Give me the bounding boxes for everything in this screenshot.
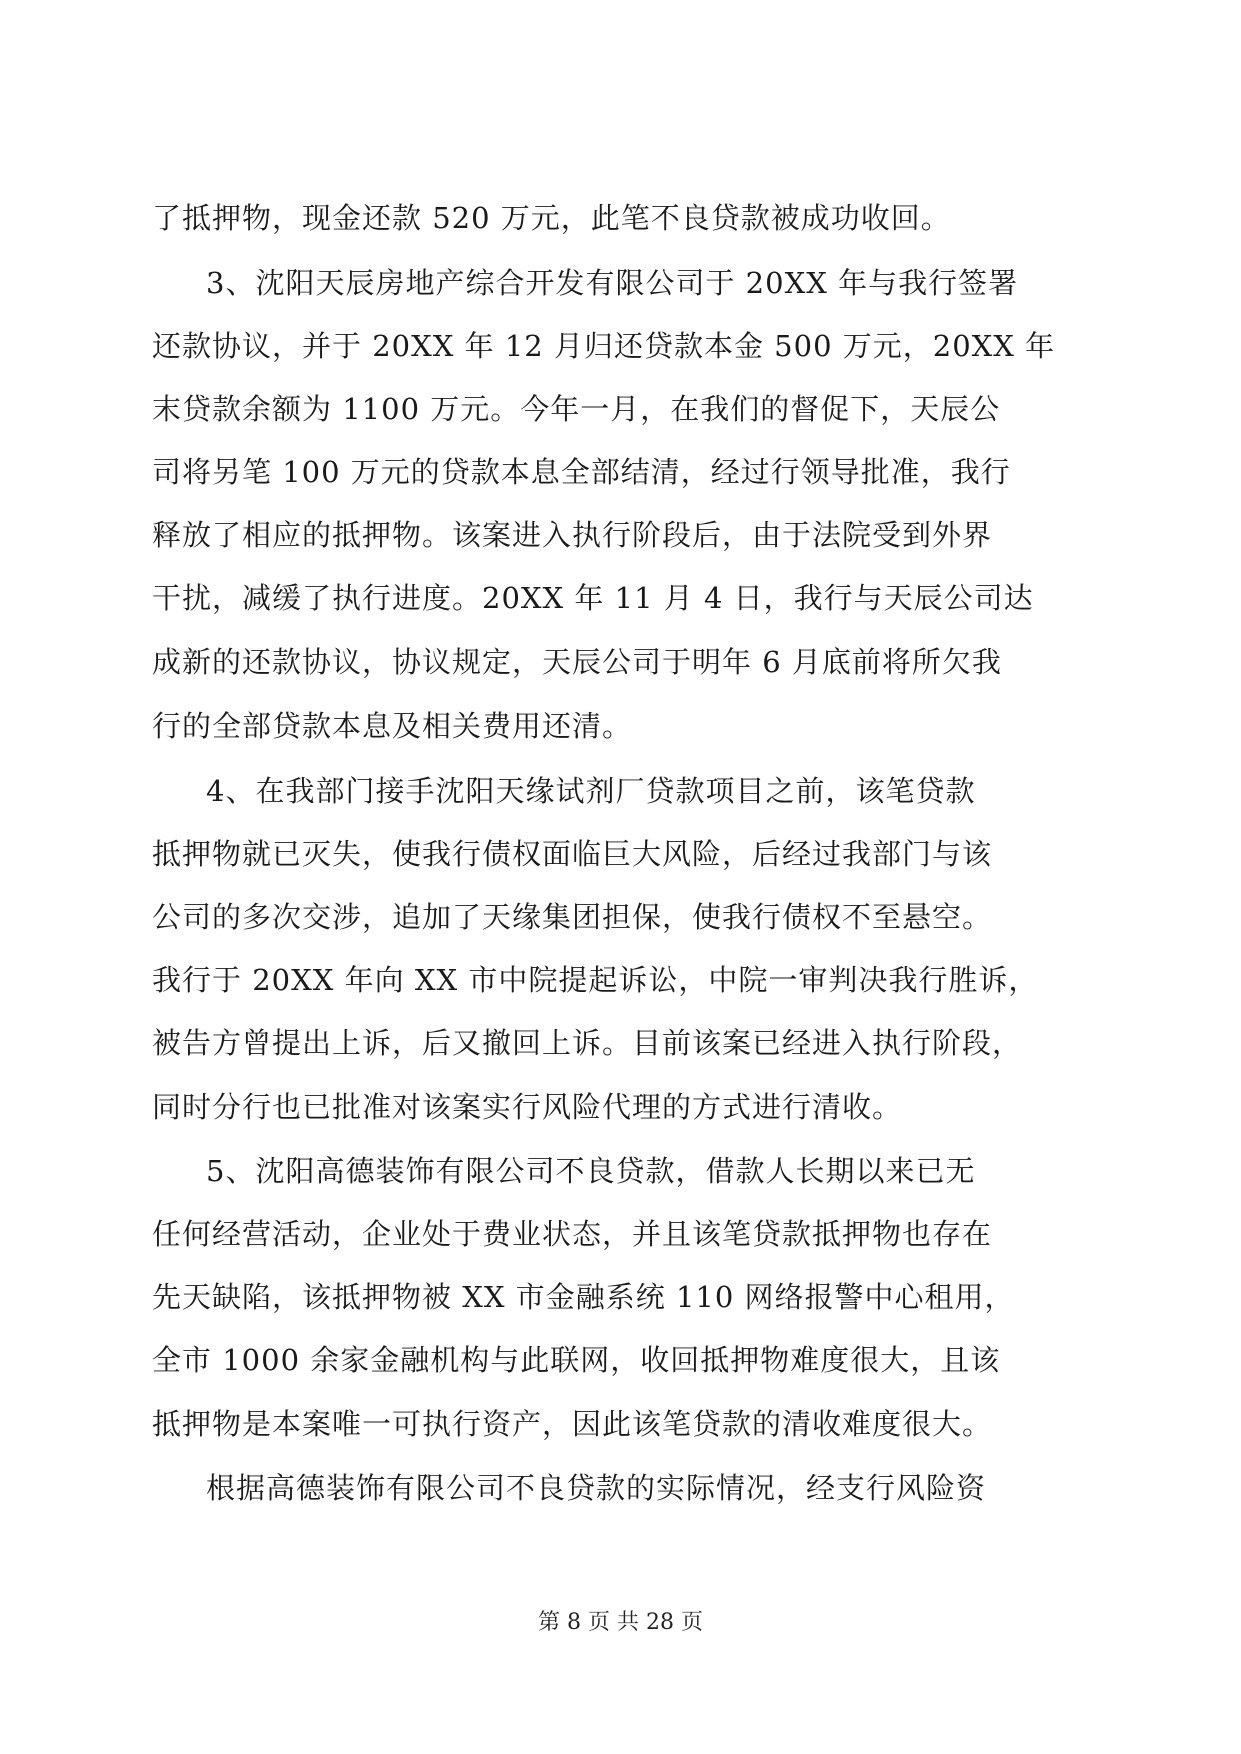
text-line: 还款协议，并于 20XX 年 12 月归还贷款本金 500 万元，20XX 年 <box>152 329 1056 363</box>
text-line: 我行于 20XX 年向 XX 市中院提起诉讼，中院一审判决我行胜诉， <box>152 963 1039 997</box>
text-line: 末贷款余额为 1100 万元。今年一月，在我们的督促下，天辰公 <box>152 392 1001 426</box>
text-line: 释放了相应的抵押物。该案进入执行阶段后，由于法院受到外界 <box>152 518 993 552</box>
text-line: 先天缺陷，该抵押物被 XX 市金融系统 110 网络报警中心租用， <box>152 1280 1015 1314</box>
text-line: 3、沈阳天辰房地产综合开发有限公司于 20XX 年与我行签署 <box>206 266 1019 300</box>
text-line: 司将另笔 100 万元的贷款本息全部结清，经过行领导批准，我行 <box>152 455 1011 489</box>
text-line: 被告方曾提出上诉，后又撤回上诉。目前该案已经进入执行阶段， <box>152 1026 1023 1060</box>
text-line: 全市 1000 余家金融机构与此联网，收回抵押物难度很大，且该 <box>152 1343 1001 1377</box>
text-line: 成新的还款协议，协议规定，天辰公司于明年 6 月底前将所欠我 <box>152 645 1002 679</box>
page-footer: 第 8 页 共 28 页 <box>538 1610 703 1635</box>
text-line: 抵押物是本案唯一可执行资产，因此该笔贷款的清收难度很大。 <box>152 1407 993 1441</box>
text-line: 抵押物就已灭失，使我行债权面临巨大风险，后经过我部门与该 <box>152 837 993 871</box>
text-line: 行的全部贷款本息及相关费用还清。 <box>152 709 633 743</box>
text-line: 根据高德装饰有限公司不良贷款的实际情况，经支行风险资 <box>206 1471 987 1505</box>
text-line: 5、沈阳高德装饰有限公司不良贷款，借款人长期以来已无 <box>206 1154 976 1188</box>
text-line: 公司的多次交涉，追加了天缘集团担保，使我行债权不至悬空。 <box>152 900 993 934</box>
text-line: 4、在我部门接手沈阳天缘试剂厂贷款项目之前，该笔贷款 <box>206 774 976 808</box>
text-line: 任何经营活动，企业处于费业状态，并且该笔贷款抵押物也存在 <box>152 1217 993 1251</box>
text-line: 干扰，减缓了执行进度。20XX 年 11 月 4 日，我行与天辰公司达 <box>152 581 1034 615</box>
text-line: 了抵押物，现金还款 520 万元，此笔不良贷款被成功收回。 <box>152 201 951 235</box>
text-line: 同时分行也已批准对该案实行风险代理的方式进行清收。 <box>152 1090 903 1124</box>
